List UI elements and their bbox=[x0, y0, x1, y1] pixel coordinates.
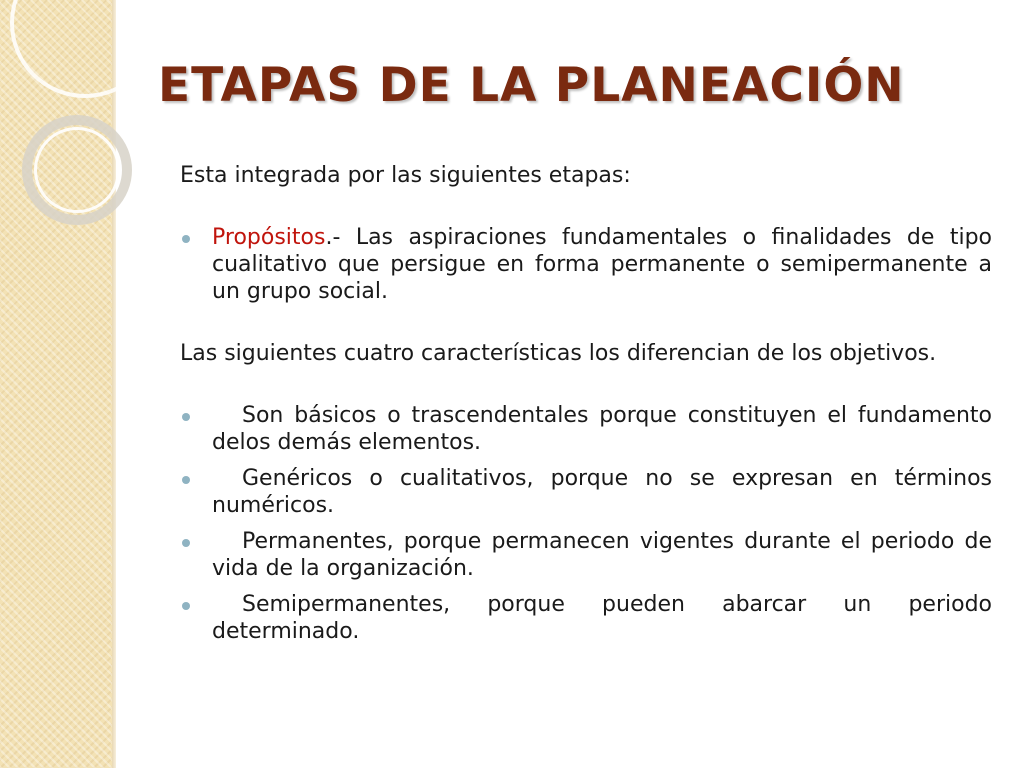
list-item-text-cont: determinado. bbox=[212, 619, 360, 644]
list-item bbox=[180, 528, 992, 582]
list-item-text: Genéricos o cualitativos, porque no se expresan en términos bbox=[242, 466, 992, 491]
bullet-dot-icon bbox=[182, 235, 190, 243]
decorative-ring-inner bbox=[34, 127, 120, 213]
bullet-propositos bbox=[180, 224, 992, 305]
intro-text: Esta integrada por las siguientes etapas: bbox=[180, 163, 631, 188]
list-item-text-cont: de vida de la organización. bbox=[212, 529, 992, 581]
list-item-text-cont: delos demás elementos. bbox=[212, 430, 482, 455]
decorative-band bbox=[0, 0, 112, 768]
bullet-dot-icon bbox=[182, 476, 190, 484]
band-edge bbox=[112, 0, 116, 768]
list-item-text-cont: numéricos. bbox=[212, 493, 335, 518]
term-propositos: Propósitos bbox=[212, 225, 326, 250]
list-item bbox=[180, 465, 992, 519]
list-item-text: Permanentes, porque permanecen vigentes durante el periodo bbox=[242, 529, 955, 554]
slide-body bbox=[180, 162, 992, 654]
slide-title: ETAPAS DE LA PLANEACIÓN bbox=[158, 58, 905, 113]
proposito-definition: .- Las aspiraciones fundamentales o finalidades de tipo cualitativo que persigue en forma permanente o semipermanente a un grupo social. bbox=[212, 225, 992, 304]
list-item-text: Son básicos o trascendentales porque constituyen el fundamento bbox=[242, 403, 992, 428]
list-item-text: Semipermanentes, porque pueden abarcar un periodo bbox=[242, 592, 992, 617]
bullet-dot-icon bbox=[182, 413, 190, 421]
subheading-text: Las siguientes cuatro características los diferencian de los objetivos. bbox=[180, 341, 937, 366]
bullet-dot-icon bbox=[182, 539, 190, 547]
list-item bbox=[180, 591, 992, 645]
bullet-dot-icon bbox=[182, 602, 190, 610]
list-item bbox=[180, 402, 992, 456]
